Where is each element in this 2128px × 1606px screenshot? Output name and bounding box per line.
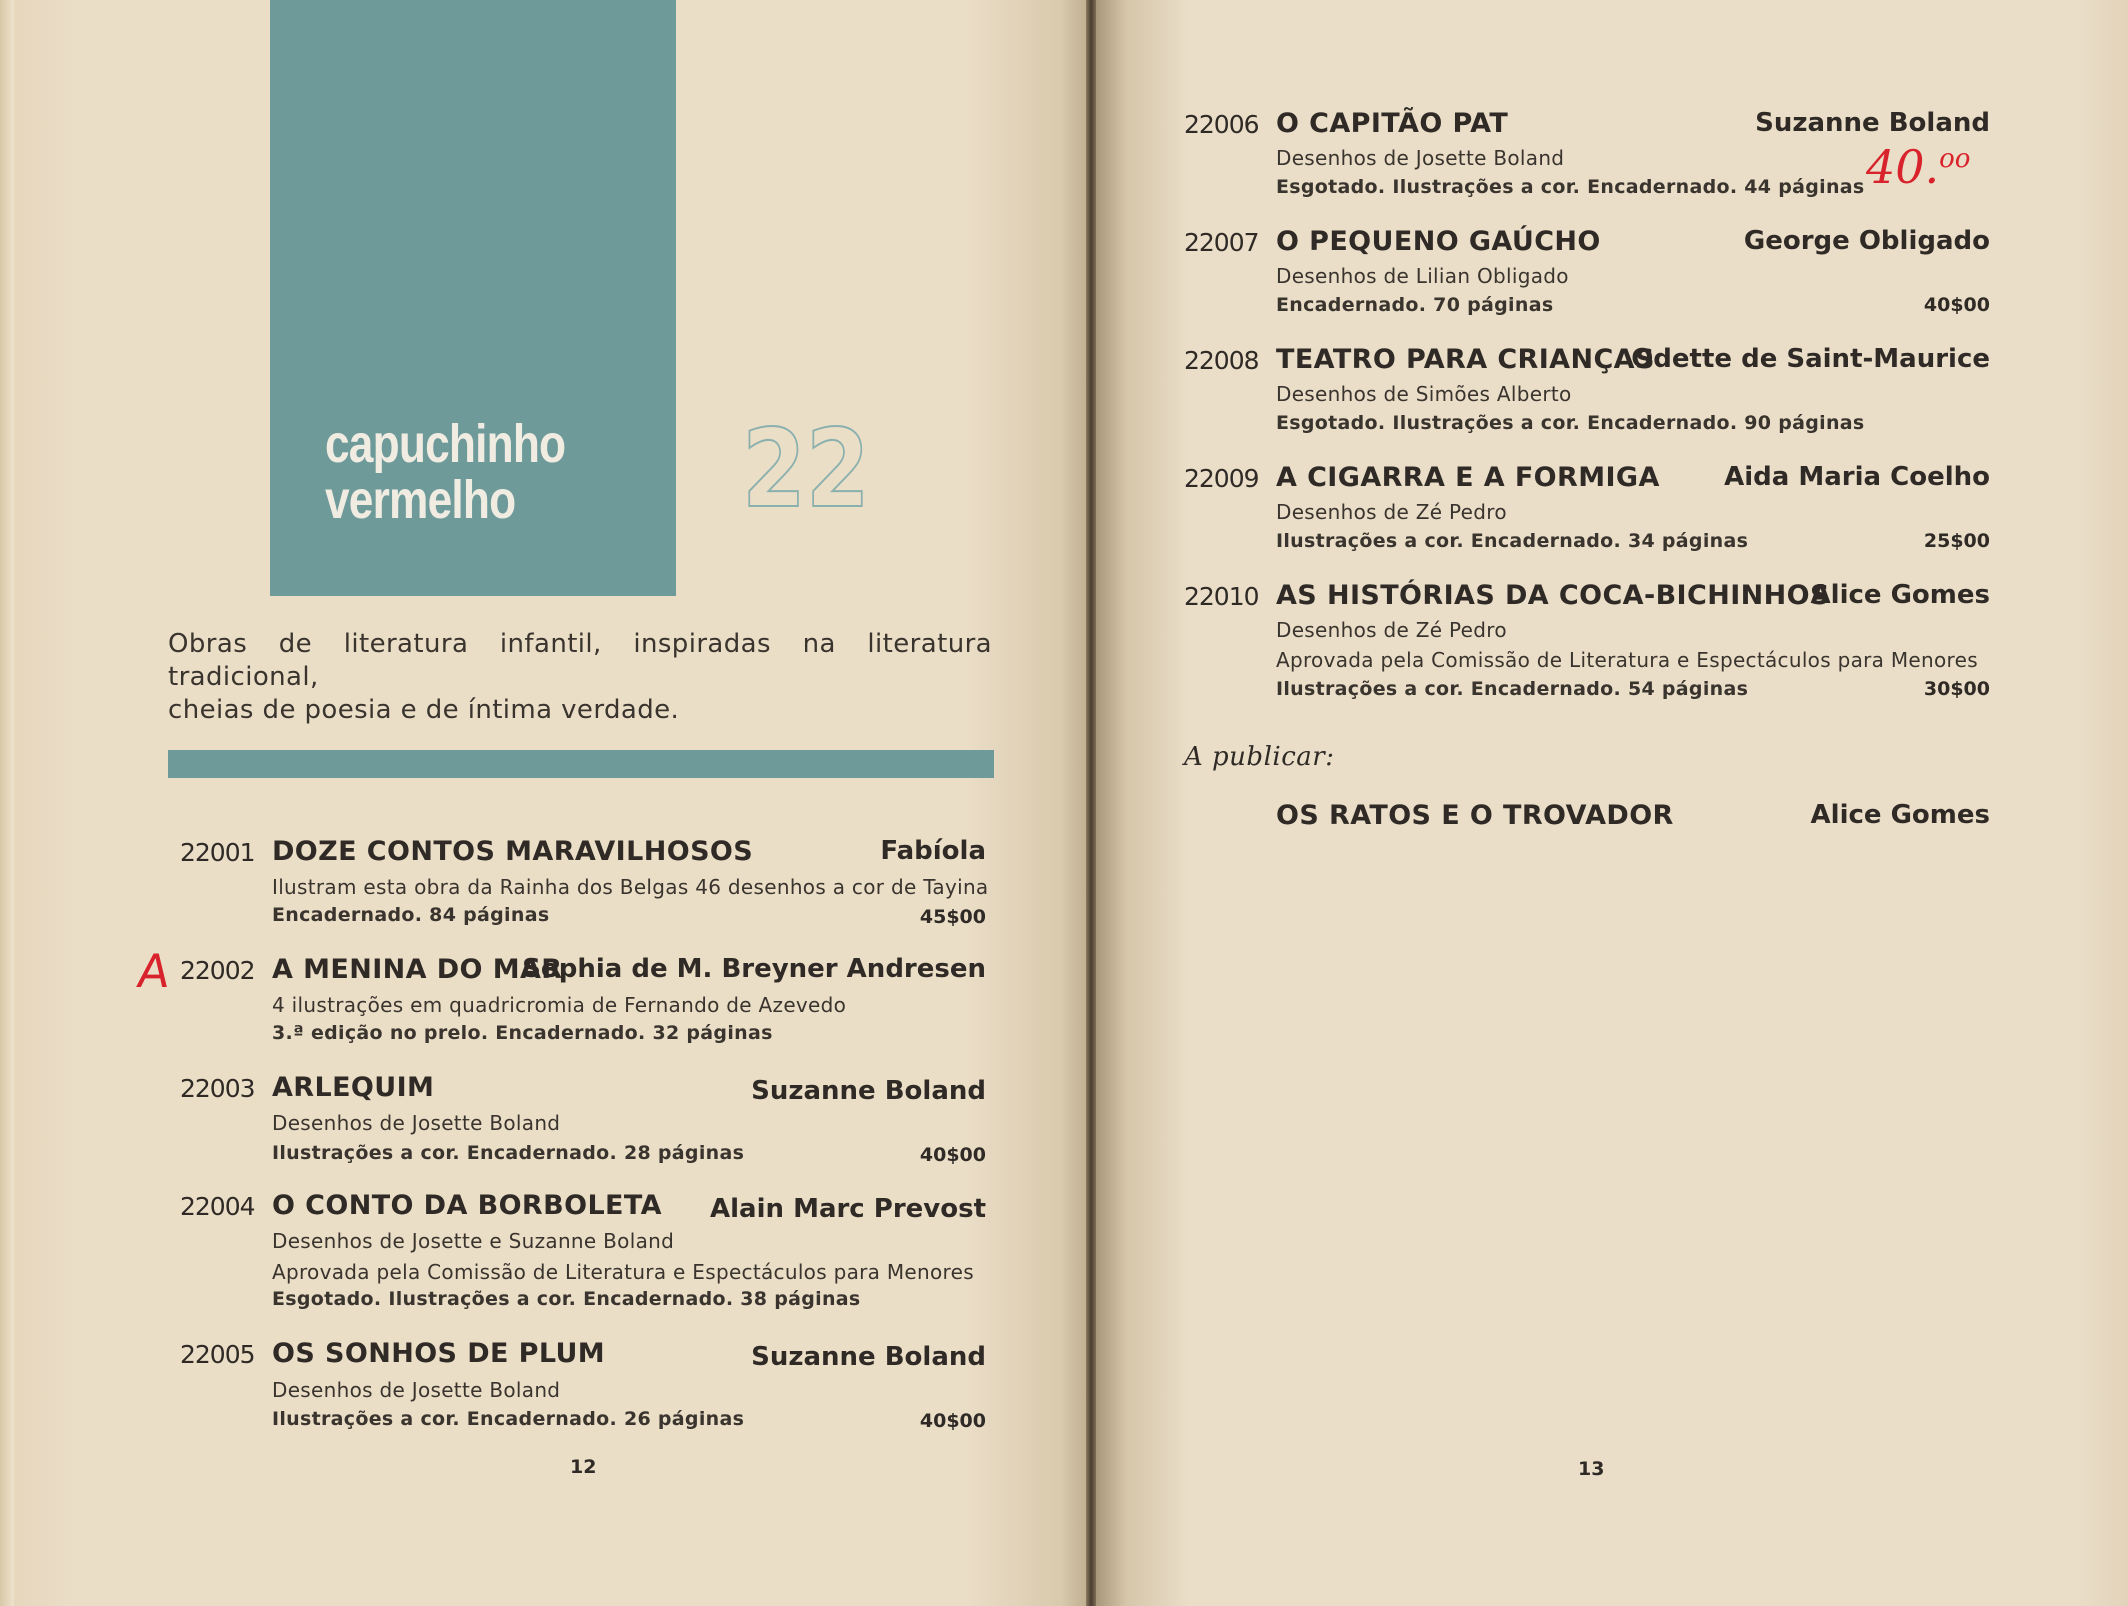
- entry-details: Ilustrações a cor. Encadernado. 26 páginas: [272, 1408, 745, 1430]
- series-description: [168, 628, 992, 727]
- entry-code: 22006: [1184, 110, 1259, 139]
- entry-author: Suzanne Boland: [751, 1342, 986, 1372]
- series-number: 22: [742, 407, 870, 532]
- entry-details: Esgotado. Ilustrações a cor. Encadernado. 44 páginas: [1276, 176, 1865, 198]
- entry-author: Suzanne Boland: [1755, 108, 1990, 138]
- entry-illustrator: Desenhos de Josette Boland: [272, 1378, 561, 1402]
- entry-details: 3.ª edição no prelo. Encadernado. 32 páginas: [272, 1022, 773, 1044]
- entry-title: O CAPITÃO PAT: [1276, 108, 1509, 139]
- entry-author: Alain Marc Prevost: [710, 1194, 986, 1224]
- entry-details: Ilustrações a cor. Encadernado. 28 páginas: [272, 1142, 745, 1164]
- handwritten-mark: A: [134, 944, 174, 998]
- entry-illustrator: Desenhos de Zé Pedro: [1276, 500, 1507, 524]
- entry-code: 22005: [180, 1340, 255, 1369]
- entry-code: 22007: [1184, 228, 1259, 257]
- forthcoming-heading: A publicar:: [1184, 742, 1335, 772]
- entry-price: 40$00: [919, 1410, 986, 1432]
- entry-code: 22009: [1184, 464, 1259, 493]
- entry-author: Aida Maria Coelho: [1724, 462, 1990, 492]
- entry-code: 22004: [180, 1192, 255, 1221]
- intro-line2: cheias de poesia e de íntima verdade.: [168, 695, 680, 725]
- handwritten-price-cents: oo: [1939, 144, 1971, 174]
- entry-code: 22008: [1184, 346, 1259, 375]
- catalog-entry: [180, 1074, 986, 1164]
- entry-title: OS SONHOS DE PLUM: [272, 1338, 606, 1369]
- catalog-entry: [180, 836, 989, 928]
- book-spine: [1086, 0, 1096, 1606]
- intro-line1: Obras de literatura infantil, inspiradas na literatura tradicional,: [168, 629, 992, 692]
- entry-illustrator: Desenhos de Josette Boland: [272, 1111, 561, 1135]
- catalog-entry: [1184, 228, 1990, 318]
- entry-title: ARLEQUIM: [272, 1072, 435, 1103]
- entry-details: Esgotado. Ilustrações a cor. Encadernado. 38 páginas: [272, 1288, 861, 1310]
- catalog-entry: [1184, 464, 1990, 554]
- page-edge: [0, 0, 14, 1606]
- entry-details: Encadernado. 84 páginas: [272, 904, 550, 926]
- entry-title: O PEQUENO GAÚCHO: [1276, 226, 1601, 257]
- series-title-line1: capuchinho: [325, 414, 566, 474]
- forthcoming-author: Alice Gomes: [1810, 800, 1990, 830]
- entry-illustrator: 4 ilustrações em quadricromia de Fernando de Azevedo: [272, 993, 847, 1017]
- entry-price: 40$00: [919, 1144, 986, 1166]
- entry-price: 30$00: [1923, 678, 1990, 700]
- entry-illustrator: Desenhos de Josette Boland: [1276, 146, 1565, 170]
- entry-illustrator: Desenhos de Zé Pedro: [1276, 618, 1507, 642]
- entry-code: 22002: [180, 956, 255, 985]
- catalog-entry: [1184, 346, 1990, 436]
- entry-illustrator: Desenhos de Lilian Obligado: [1276, 264, 1569, 288]
- entry-code: 22010: [1184, 582, 1259, 611]
- entry-author: Fabíola: [880, 836, 986, 866]
- forthcoming-title: OS RATOS E O TROVADOR: [1276, 800, 1674, 831]
- entry-author: Odette de Saint-Maurice: [1631, 344, 1990, 374]
- entry-details: Ilustrações a cor. Encadernado. 54 páginas: [1276, 678, 1749, 700]
- entry-approval: Aprovada pela Comissão de Literatura e Espectáculos para Menores: [1276, 648, 1978, 672]
- entry-title: O CONTO DA BORBOLETA: [272, 1190, 662, 1221]
- catalog-entry: [180, 956, 986, 1046]
- entry-illustrator: Desenhos de Simões Alberto: [1276, 382, 1572, 406]
- series-title-line2: vermelho: [325, 470, 516, 530]
- entry-details: Esgotado. Ilustrações a cor. Encadernado. 90 páginas: [1276, 412, 1865, 434]
- entry-price: 40$00: [1923, 294, 1990, 316]
- handwritten-price-main: 40.: [1866, 140, 1940, 194]
- entry-author: George Obligado: [1743, 226, 1990, 256]
- page-number-right: 13: [1578, 1458, 1605, 1480]
- catalog-entry: [180, 1192, 986, 1312]
- page-number-left: 12: [570, 1456, 597, 1478]
- series-title: [325, 416, 565, 528]
- entry-details: Encadernado. 70 páginas: [1276, 294, 1554, 316]
- entry-author: Sophia de M. Breyner Andresen: [522, 954, 986, 984]
- entry-code: 22003: [180, 1074, 255, 1103]
- entry-author: Suzanne Boland: [751, 1076, 986, 1106]
- catalog-entry: [1184, 110, 1990, 200]
- divider-bar: [168, 750, 994, 778]
- entry-details: Ilustrações a cor. Encadernado. 34 páginas: [1276, 530, 1749, 552]
- catalog-entry: [180, 1340, 986, 1430]
- entry-title: A MENINA DO MAR: [272, 954, 563, 985]
- entry-author: Alice Gomes: [1810, 580, 1990, 610]
- entry-price: 25$00: [1923, 530, 1990, 552]
- entry-code: 22001: [180, 838, 255, 867]
- entry-price: 45$00: [919, 906, 986, 928]
- entry-illustrator: Ilustram esta obra da Rainha dos Belgas 46 desenhos a cor de Tayina: [272, 875, 989, 899]
- entry-title: AS HISTÓRIAS DA COCA-BICHINHOS: [1276, 580, 1830, 611]
- entry-approval: Aprovada pela Comissão de Literatura e Espectáculos para Menores: [272, 1260, 974, 1284]
- entry-title: DOZE CONTOS MARAVILHOSOS: [272, 836, 754, 867]
- entry-title: A CIGARRA E A FORMIGA: [1276, 462, 1660, 493]
- catalog-entry: [1184, 582, 1990, 702]
- entry-title: TEATRO PARA CRIANÇAS: [1276, 344, 1655, 375]
- entry-illustrator: Desenhos de Josette e Suzanne Boland: [272, 1229, 675, 1253]
